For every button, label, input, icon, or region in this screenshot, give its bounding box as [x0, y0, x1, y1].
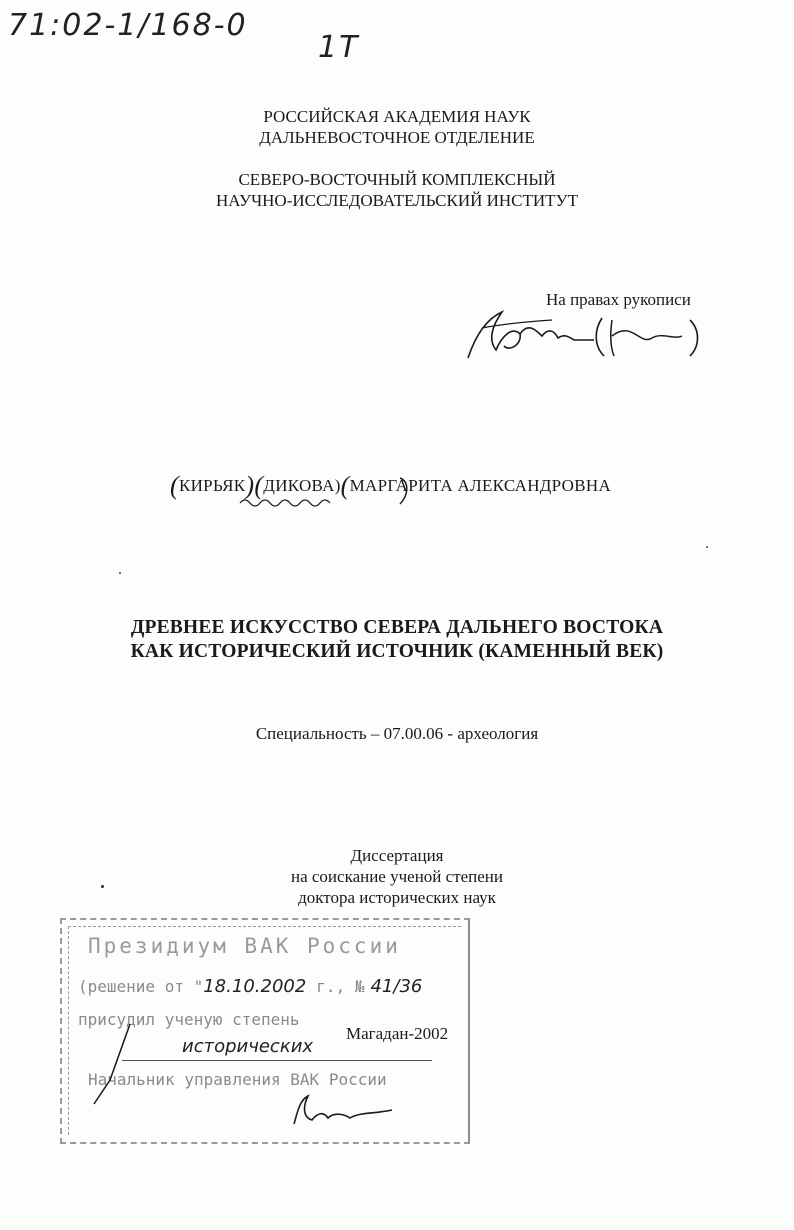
author-surname: КИРЬЯК: [178, 476, 246, 495]
degree-line-3: доктора исторических наук: [298, 888, 496, 907]
stamp-line-3: присудил ученую степень: [78, 1010, 300, 1029]
stamp-degree-field: исторических: [182, 1036, 314, 1057]
open-paren-handwritten-2: )(: [245, 471, 264, 500]
manuscript-rights-label: На правах рукописи: [546, 290, 691, 309]
open-paren-handwritten: (: [170, 471, 179, 500]
dust-speck: [706, 546, 708, 548]
stamp-diagonal-stroke: [80, 1020, 140, 1110]
author-name: [170, 468, 611, 498]
name-caret-mark: [396, 476, 416, 506]
dissertation-title: [0, 616, 794, 664]
stamp-line-1: Президиум ВАК России: [88, 934, 401, 958]
stamp-decision-date: 18.10.2002: [203, 976, 307, 997]
dust-speck: [119, 572, 121, 574]
degree-line-2: на соискание ученой степени: [290, 867, 504, 886]
institution-line-2: ДАЛЬНЕВОСТОЧНОЕ ОТДЕЛЕНИЕ: [259, 128, 535, 147]
stamp-signature: [288, 1090, 398, 1130]
degree-line-1: Диссертация: [350, 846, 444, 865]
author-maiden-name: ДИКОВА): [263, 476, 341, 495]
dust-speck: [101, 885, 104, 888]
name-underline-scribble: [238, 496, 338, 510]
stamp-underline: [122, 1060, 432, 1061]
stamp-line-2: [78, 976, 422, 997]
stamp-decision-prefix: (решение от ": [78, 977, 204, 996]
institution-line-3: СЕВЕРО-ВОСТОЧНЫЙ КОМПЛЕКСНЫЙ: [238, 170, 556, 189]
institution-line-4: НАУЧНО-ИССЛЕДОВАТЕЛЬСКИЙ ИНСТИТУТ: [216, 191, 578, 210]
degree-block: [284, 845, 510, 908]
place-year: Магадан-2002: [346, 1024, 449, 1043]
title-line-1: ДРЕВНЕЕ ИСКУССТВО СЕВЕРА ДАЛЬНЕГО ВОСТОКА: [130, 617, 664, 638]
open-paren-handwritten-3: (: [340, 471, 350, 500]
stamp-decision-number: 41/36: [370, 976, 423, 997]
institution-line-1: РОССИЙСКАЯ АКАДЕМИЯ НАУК: [263, 107, 531, 126]
specialty: Специальность – 07.00.06 - археология: [255, 724, 539, 743]
stamp-line-4: Начальник управления ВАК России: [88, 1070, 387, 1089]
page-number: 1Т: [318, 30, 360, 65]
author-given-names: МАРГАРИТА АЛЕКСАНДРОВНА: [349, 476, 612, 495]
stamp-decision-mid: г., №: [316, 977, 365, 996]
institution-block: [0, 106, 794, 211]
title-line-2: КАК ИСТОРИЧЕСКИЙ ИСТОЧНИК (КАМЕННЫЙ ВЕК): [130, 641, 664, 662]
archive-number: 71:02-1/168-0: [8, 8, 248, 43]
author-signature: [462, 300, 712, 370]
